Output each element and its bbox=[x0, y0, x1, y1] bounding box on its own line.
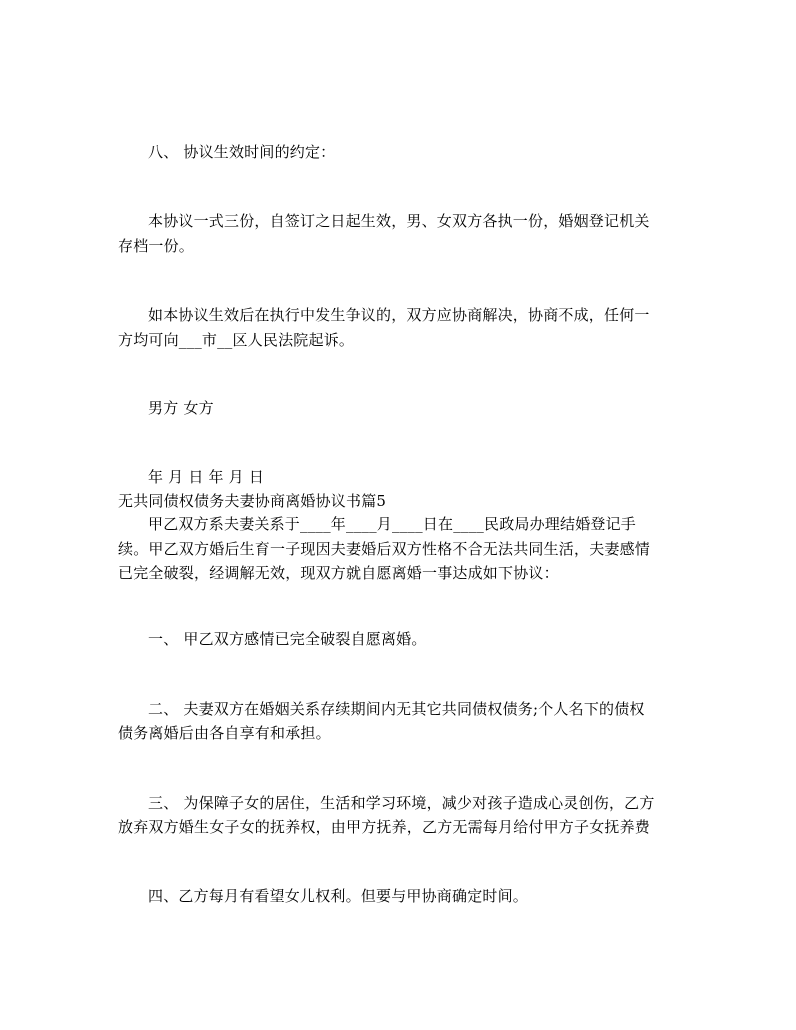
section-8-heading: 八、 协议生效时间的约定： bbox=[148, 143, 336, 161]
signature-line: 男方 女方 bbox=[148, 399, 214, 417]
clause-3-line-2: 放弃双方婚生女子女的抚养权，由甲方抚养，乙方无需每月给付甲方子女抚养费 bbox=[118, 818, 651, 836]
clause-1: 一、 甲乙双方感情已完全破裂自愿离婚。 bbox=[148, 630, 427, 648]
effective-paragraph-line-1: 本协议一式三份，自签订之日起生效，男、女双方各执一份，婚姻登记机关 bbox=[148, 212, 650, 230]
clause-2-line-2: 债务离婚后由各自享有和承担。 bbox=[118, 724, 331, 742]
intro-paragraph-line-3: 已完全破裂，经调解无效，现双方就自愿离婚一事达成如下协议： bbox=[118, 564, 559, 582]
dispute-paragraph-line-1: 如本协议生效后在执行中发生争议的，双方应协商解决，协商不成，任何一 bbox=[148, 306, 650, 324]
agreement-5-title: 无共同债权债务夫妻协商离婚协议书篇5 bbox=[118, 492, 387, 510]
clause-2-line-1: 二、 夫妻双方在婚姻关系存续期间内无其它共同债权债务;个人名下的债权 bbox=[148, 700, 645, 718]
effective-paragraph-line-2: 存档一份。 bbox=[118, 237, 195, 255]
date-line: 年 月 日 年 月 日 bbox=[148, 468, 265, 486]
clause-4: 四、乙方每月有看望女儿权利。但要与甲协商确定时间。 bbox=[148, 887, 529, 905]
clause-3-line-1: 三、 为保障子女的居住，生活和学习环境，减少对孩子造成心灵创伤，乙方 bbox=[148, 794, 655, 812]
intro-paragraph-line-2: 续。甲乙双方婚后生育一子现因夫妻婚后双方性格不合无法共同生活，夫妻感情 bbox=[118, 540, 651, 558]
intro-paragraph-line-1: 甲乙双方系夫妻关系于____年____月____日在____民政局办理结婚登记手 bbox=[148, 515, 637, 533]
dispute-paragraph-line-2: 方均可向___市__区人民法院起诉。 bbox=[118, 331, 355, 349]
